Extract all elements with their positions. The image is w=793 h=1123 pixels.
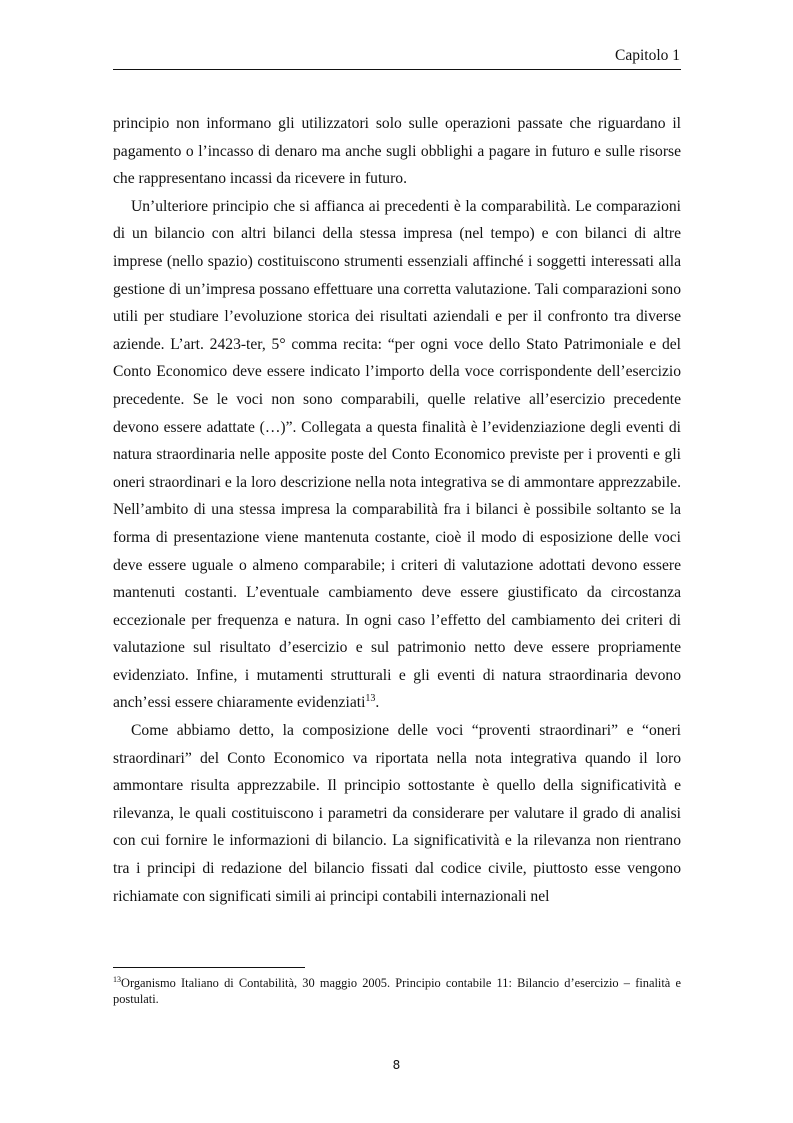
paragraph-3-text: Come abbiamo detto, la composizione delle voci “proventi straordinari” e “oneri straordinari” del Conto Economico va riportata nella nota integrativa quando il loro ammontare risulta apprezzabile. Il principio sottostante è quello della significatività e rilevanza, le quali costituiscono i parametri da considerare per valutare il grado di analisi con cui fornire le informazioni di bilancio. La significatività e la rilevanza non rientrano tra i principi di redazione del bilancio fissati dal codice civile, piuttosto esse vengono richiamate con significati simili ai principi contabili internazionali nel xyxy=(113,722,681,905)
footnote-number: 13 xyxy=(113,975,121,984)
chapter-title: Capitolo 1 xyxy=(614,47,680,64)
footnote-text: Organismo Italiano di Contabilità, 30 maggio 2005. Principio contabile 11: Bilancio d’esercizio – finalità e postulati. xyxy=(113,976,681,1006)
paragraph-2-end: . xyxy=(375,694,380,712)
footnote xyxy=(113,975,681,1007)
paragraph-1-text: principio non informano gli utilizzatori solo sulle operazioni passate che riguardano il pagamento o l’incasso di denaro ma anche sugli obblighi a pagare in futuro e sulle risorse che rappresentano incassi da ricevere in futuro. xyxy=(113,115,681,188)
paragraph-3 xyxy=(113,717,681,910)
body-text xyxy=(113,110,681,910)
page-number: 8 xyxy=(392,1058,401,1072)
paragraph-2-text: Un’ulteriore principio che si affianca ai precedenti è la comparabilità. Le comparazioni di un bilancio con altri bilanci della stessa impresa (nel tempo) e con bilanci di altre imprese (nello spazio) costituiscono strumenti essenziali affinché i soggetti interessati alla gestione di un’impresa possano effettuare una corretta valutazione. Tali comparazioni sono utili per studiare l’evoluzione storica dei risultati aziendali e per il confronto tra diverse aziende. L’art. 2423-ter, 5° comma recita: “per ogni voce dello Stato Patrimoniale e del Conto Economico deve essere indicato l’importo della voce corrispondente dell’esercizio precedente. Se le voci non sono comparabili, quelle relative all’esercizio precedente devono essere adattate (…)”. Collegata a questa finalità è l’evidenziazione degli eventi di natura straordinaria nelle apposite poste del Conto Economico previste per i proventi e gli oneri straordinari e la loro descrizione nella nota integrativa se di ammontare apprezzabile. Nell’ambito di una stessa impresa la comparabilità fra i bilanci è possibile soltanto se la forma di presentazione viene mantenuta costante, cioè il modo di esposizione delle voci deve essere uguale o almeno comparabile; i criteri di valutazione adottati devono essere mantenuti costanti. L’eventuale cambiamento deve essere giustificato da circostanza eccezionale per frequenza e natura. In ogni caso l’effetto del cambiamento dei criteri di valutazione sul risultato d’esercizio e sul patrimonio netto deve essere propriamente evidenziato. Infine, i mutamenti strutturali e gli eventi di natura straordinaria devono anch’essi essere chiaramente evidenziati xyxy=(113,197,681,712)
paragraph-1 xyxy=(113,110,681,193)
footnote-divider xyxy=(113,967,305,968)
footnote-reference[interactable]: 13 xyxy=(365,693,376,705)
paragraph-2 xyxy=(113,193,681,717)
header-divider xyxy=(113,69,681,70)
